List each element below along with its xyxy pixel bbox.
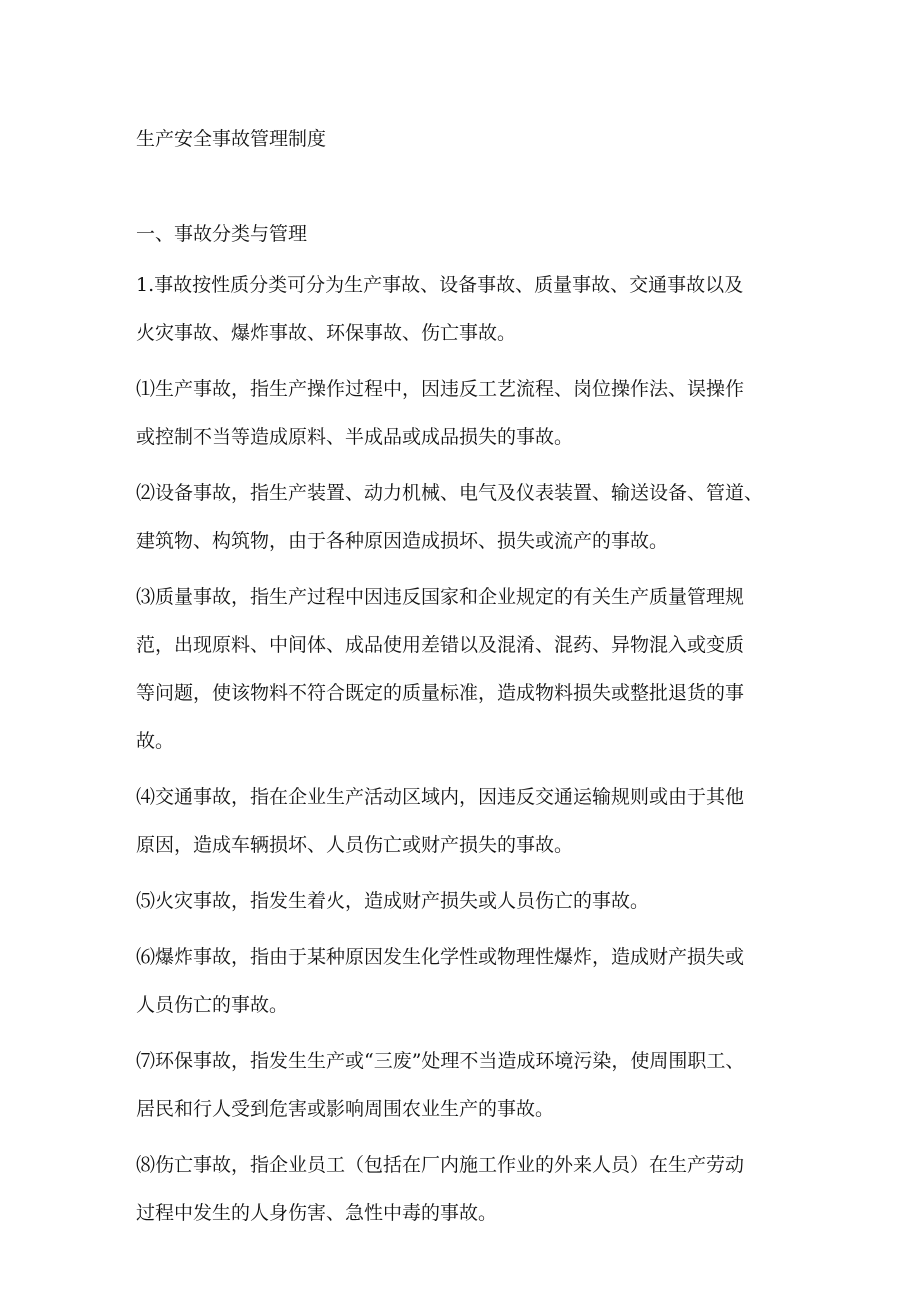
paragraph-line: ⑹爆炸事故，指由于某种原因发生化学性或物理性爆炸，造成财产损失或	[136, 946, 745, 968]
paragraph-line: 原因，造成车辆损坏、人员伤亡或财产损失的事故。	[136, 834, 574, 856]
paragraph-line: 或控制不当等造成原料、半成品或成品损失的事故。	[136, 426, 574, 448]
paragraph-line: 人员伤亡的事故。	[136, 994, 289, 1016]
paragraph	[136, 261, 806, 357]
paragraph	[136, 773, 806, 869]
section-heading: 一、事故分类与管理	[136, 223, 308, 245]
paragraph	[136, 469, 806, 565]
paragraph-line: ⑺环保事故，指发生生产或“三废”处理不当造成环境污染，使周围职工、	[136, 1050, 745, 1072]
paragraph	[136, 1037, 806, 1133]
paragraph-line: ⑷交通事故，指在企业生产活动区域内，因违反交通运输规则或由于其他	[136, 786, 745, 808]
paragraph-line: ⑶质量事故，指生产过程中因违反国家和企业规定的有关生产质量管理规	[136, 586, 745, 608]
paragraph-line: 范，出现原料、中间体、成品使用差错以及混淆、混药、异物混入或变质	[136, 634, 745, 656]
paragraph-line: 火灾事故、爆炸事故、环保事故、伤亡事故。	[136, 322, 517, 344]
document-page	[136, 120, 806, 1237]
paragraph	[136, 365, 806, 461]
paragraph-line: ⑴生产事故，指生产操作过程中，因违反工艺流程、岗位操作法、误操作	[136, 378, 745, 400]
paragraph-line: ⑵设备事故，指生产装置、动力机械、电气及仪表装置、输送设备、管道、	[136, 482, 764, 504]
paragraph-line: ⑻伤亡事故，指企业员工（包括在厂内施工作业的外来人员）在生产劳动	[136, 1154, 745, 1176]
paragraph	[136, 933, 806, 1029]
document-title: 生产安全事故管理制度	[136, 128, 327, 150]
paragraph-list	[136, 261, 806, 1237]
paragraph-line: 故。	[136, 730, 175, 752]
paragraph-line: 1.事故按性质分类可分为生产事故、设备事故、质量事故、交通事故以及	[136, 274, 744, 296]
paragraph	[136, 877, 806, 925]
paragraph-line: 居民和行人受到危害或影响周围农业生产的事故。	[136, 1098, 555, 1120]
paragraph-line: 建筑物、构筑物，由于各种原因造成损坏、损失或流产的事故。	[136, 530, 669, 552]
paragraph-line: 过程中发生的人身伤害、急性中毒的事故。	[136, 1202, 498, 1224]
paragraph	[136, 1141, 806, 1237]
paragraph-line: ⑸火灾事故，指发生着火，造成财产损失或人员伤亡的事故。	[136, 890, 650, 912]
paragraph-line: 等问题，使该物料不符合既定的质量标准，造成物料损失或整批退货的事	[136, 682, 745, 704]
paragraph	[136, 573, 806, 765]
